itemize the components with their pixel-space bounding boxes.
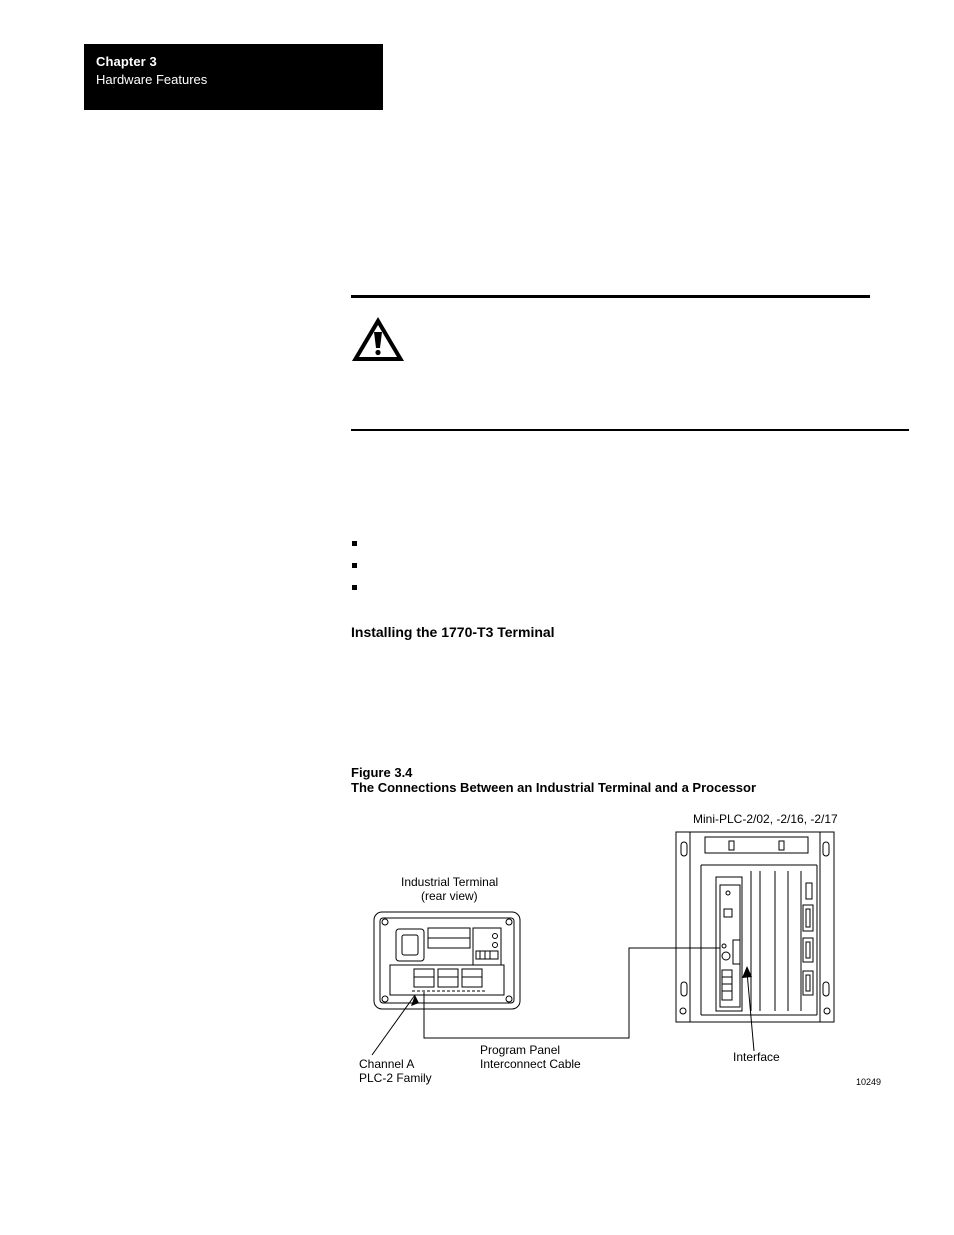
terminal-label: Industrial Terminal <box>401 875 499 889</box>
section-heading: Installing the 1770-T3 Terminal <box>351 624 555 640</box>
processor-chassis-drawing <box>676 832 834 1022</box>
warning-top-rule <box>351 295 870 298</box>
diagram-drawing <box>340 805 900 1105</box>
processor-label: Mini-PLC-2/02, -2/16, -2/17 <box>693 812 838 826</box>
chapter-header <box>84 44 383 110</box>
connection-diagram <box>340 805 900 1105</box>
chapter-title: Hardware Features <box>96 72 208 87</box>
figure-title: The Connections Between an Industrial Terminal and a Processor <box>351 780 757 795</box>
cable-label-line2: Interconnect Cable <box>480 1057 581 1071</box>
industrial-terminal-drawing <box>374 912 520 1009</box>
warning-triangle-icon <box>350 315 406 363</box>
chapter-number: Chapter 3 <box>96 54 157 69</box>
list-bullet <box>352 585 357 590</box>
figure-number: Figure 3.4 <box>351 765 413 780</box>
list-bullet <box>352 563 357 568</box>
warning-bottom-rule <box>351 429 909 431</box>
list-bullet <box>352 541 357 546</box>
channel-label: Channel A <box>359 1057 415 1071</box>
figure-id-label: 10249 <box>856 1077 882 1087</box>
cable-label: Program Panel <box>480 1043 561 1057</box>
terminal-view-label: (rear view) <box>421 889 478 903</box>
channel-family-label: PLC-2 Family <box>359 1071 432 1085</box>
interface-label: Interface <box>733 1050 780 1064</box>
